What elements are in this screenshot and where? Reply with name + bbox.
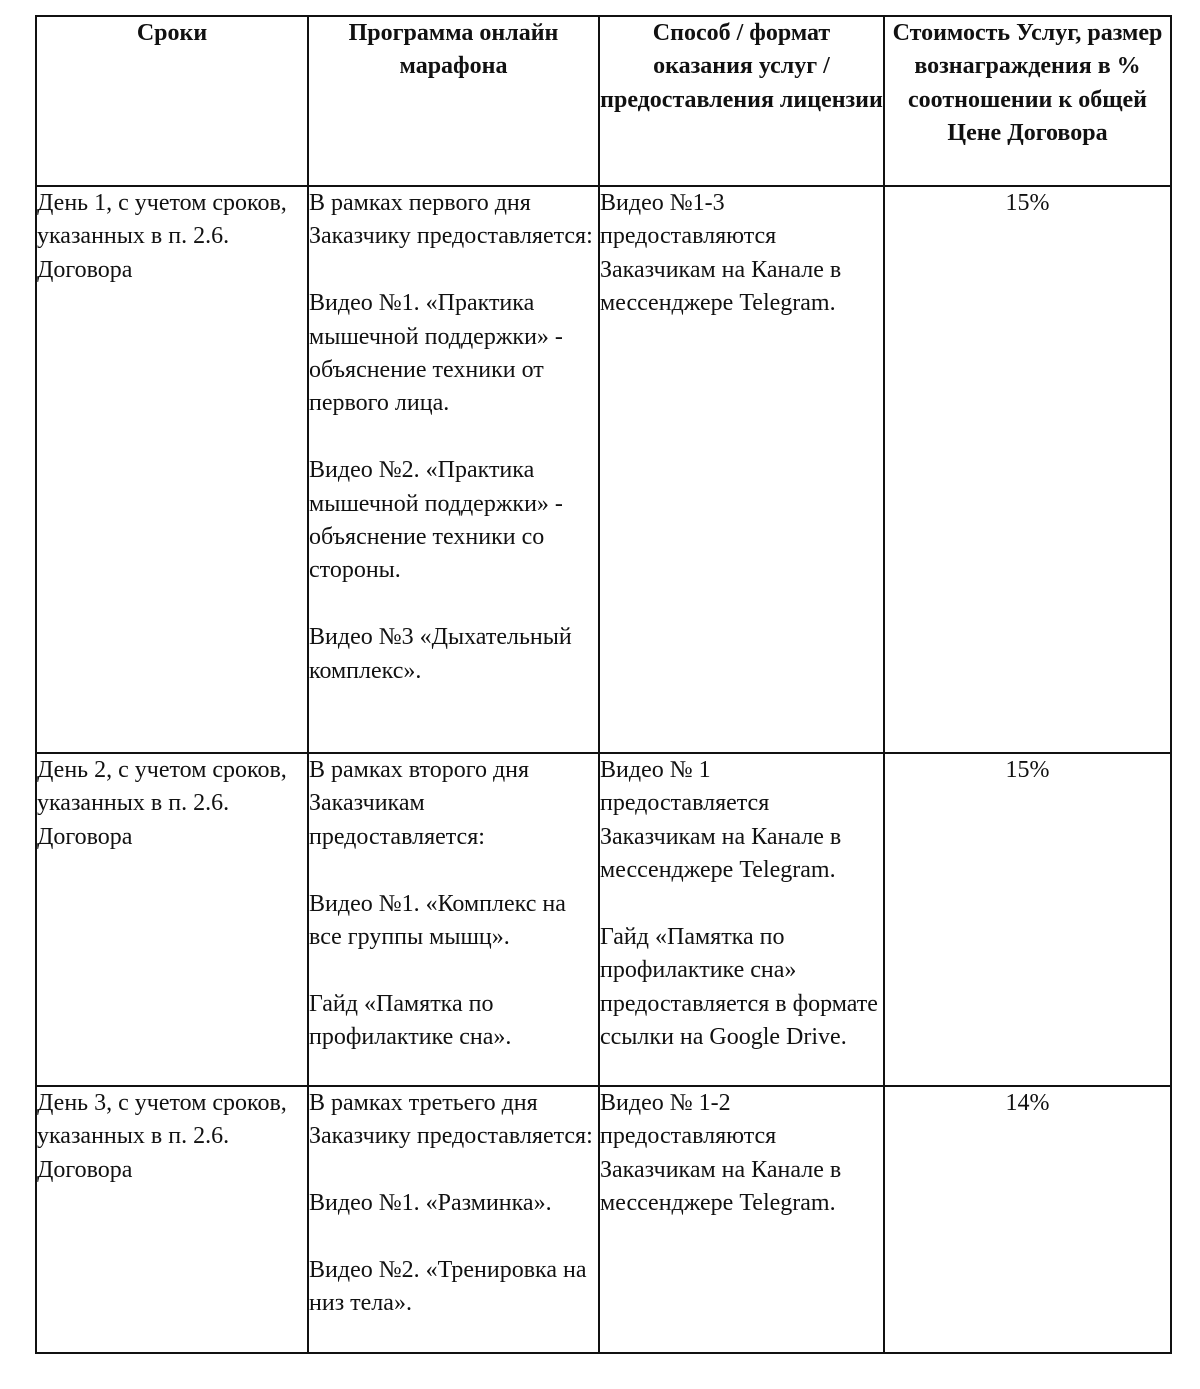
program-paragraph: Видео №2. «Тренировка на низ тела». [309,1257,587,1317]
header-terms: Сроки [36,16,308,186]
cost-cell: 15% [884,186,1171,753]
program-cell [308,186,599,753]
format-paragraph: Видео №1-3 предоставляются Заказчикам на Канале в мессенджере Telegram. [600,190,842,317]
program-paragraph: В рамках третьего дня Заказчику предоставляется: [309,1090,593,1150]
program-cell [308,1086,599,1353]
services-schedule-table [35,15,1172,1354]
header-row [36,16,1171,186]
table-row [36,186,1171,753]
program-paragraph: Видео №1. «Практика мышечной поддержки» - объяснение техники от первого лица. [309,290,563,417]
program-paragraph: Гайд «Памятка по профилактике сна». [309,990,512,1051]
table-row [36,1086,1171,1353]
program-paragraph: В рамках первого дня Заказчику предоставляется: [309,190,593,250]
term-cell: День 2, с учетом сроков, указанных в п. 2.6. Договора [36,753,308,1086]
term-cell: День 1, с учетом сроков, указанных в п. 2.6. Договора [36,186,308,753]
program-paragraph: Видео №1. «Комплекс на все группы мышц». [309,890,566,951]
program-paragraph: Видео №1. «Разминка». [309,1190,552,1217]
format-cell [599,1086,884,1353]
format-paragraph: Видео № 1 предоставляется Заказчикам на Канале в мессенджере Telegram. [600,757,842,884]
cost-cell: 14% [884,1086,1171,1353]
term-cell: День 3, с учетом сроков, указанных в п. 2.6. Договора [36,1086,308,1353]
header-cost: Стоимость Услуг, размер вознаграждения в % соотношении к общей Цене Договора [884,16,1171,186]
format-paragraph: Гайд «Памятка по профилактике сна» предоставляется в формате ссылки на Google Drive. [600,924,878,1051]
program-paragraph: В рамках второго дня Заказчикам предоставляется: [309,757,530,850]
header-format: Способ / формат оказания услуг / предоставления лицензии [599,16,884,186]
program-paragraph: Видео №3 «Дыхательный комплекс». [309,624,572,684]
format-cell [599,186,884,753]
program-paragraph: Видео №2. «Практика мышечной поддержки» - объяснение техники со стороны. [309,457,563,584]
format-cell [599,753,884,1086]
table-row [36,753,1171,1086]
header-program: Программа онлайн марафона [308,16,599,186]
cost-cell: 15% [884,753,1171,1086]
program-cell [308,753,599,1086]
format-paragraph: Видео № 1-2 предоставляются Заказчикам на Канале в мессенджере Telegram. [600,1090,842,1217]
